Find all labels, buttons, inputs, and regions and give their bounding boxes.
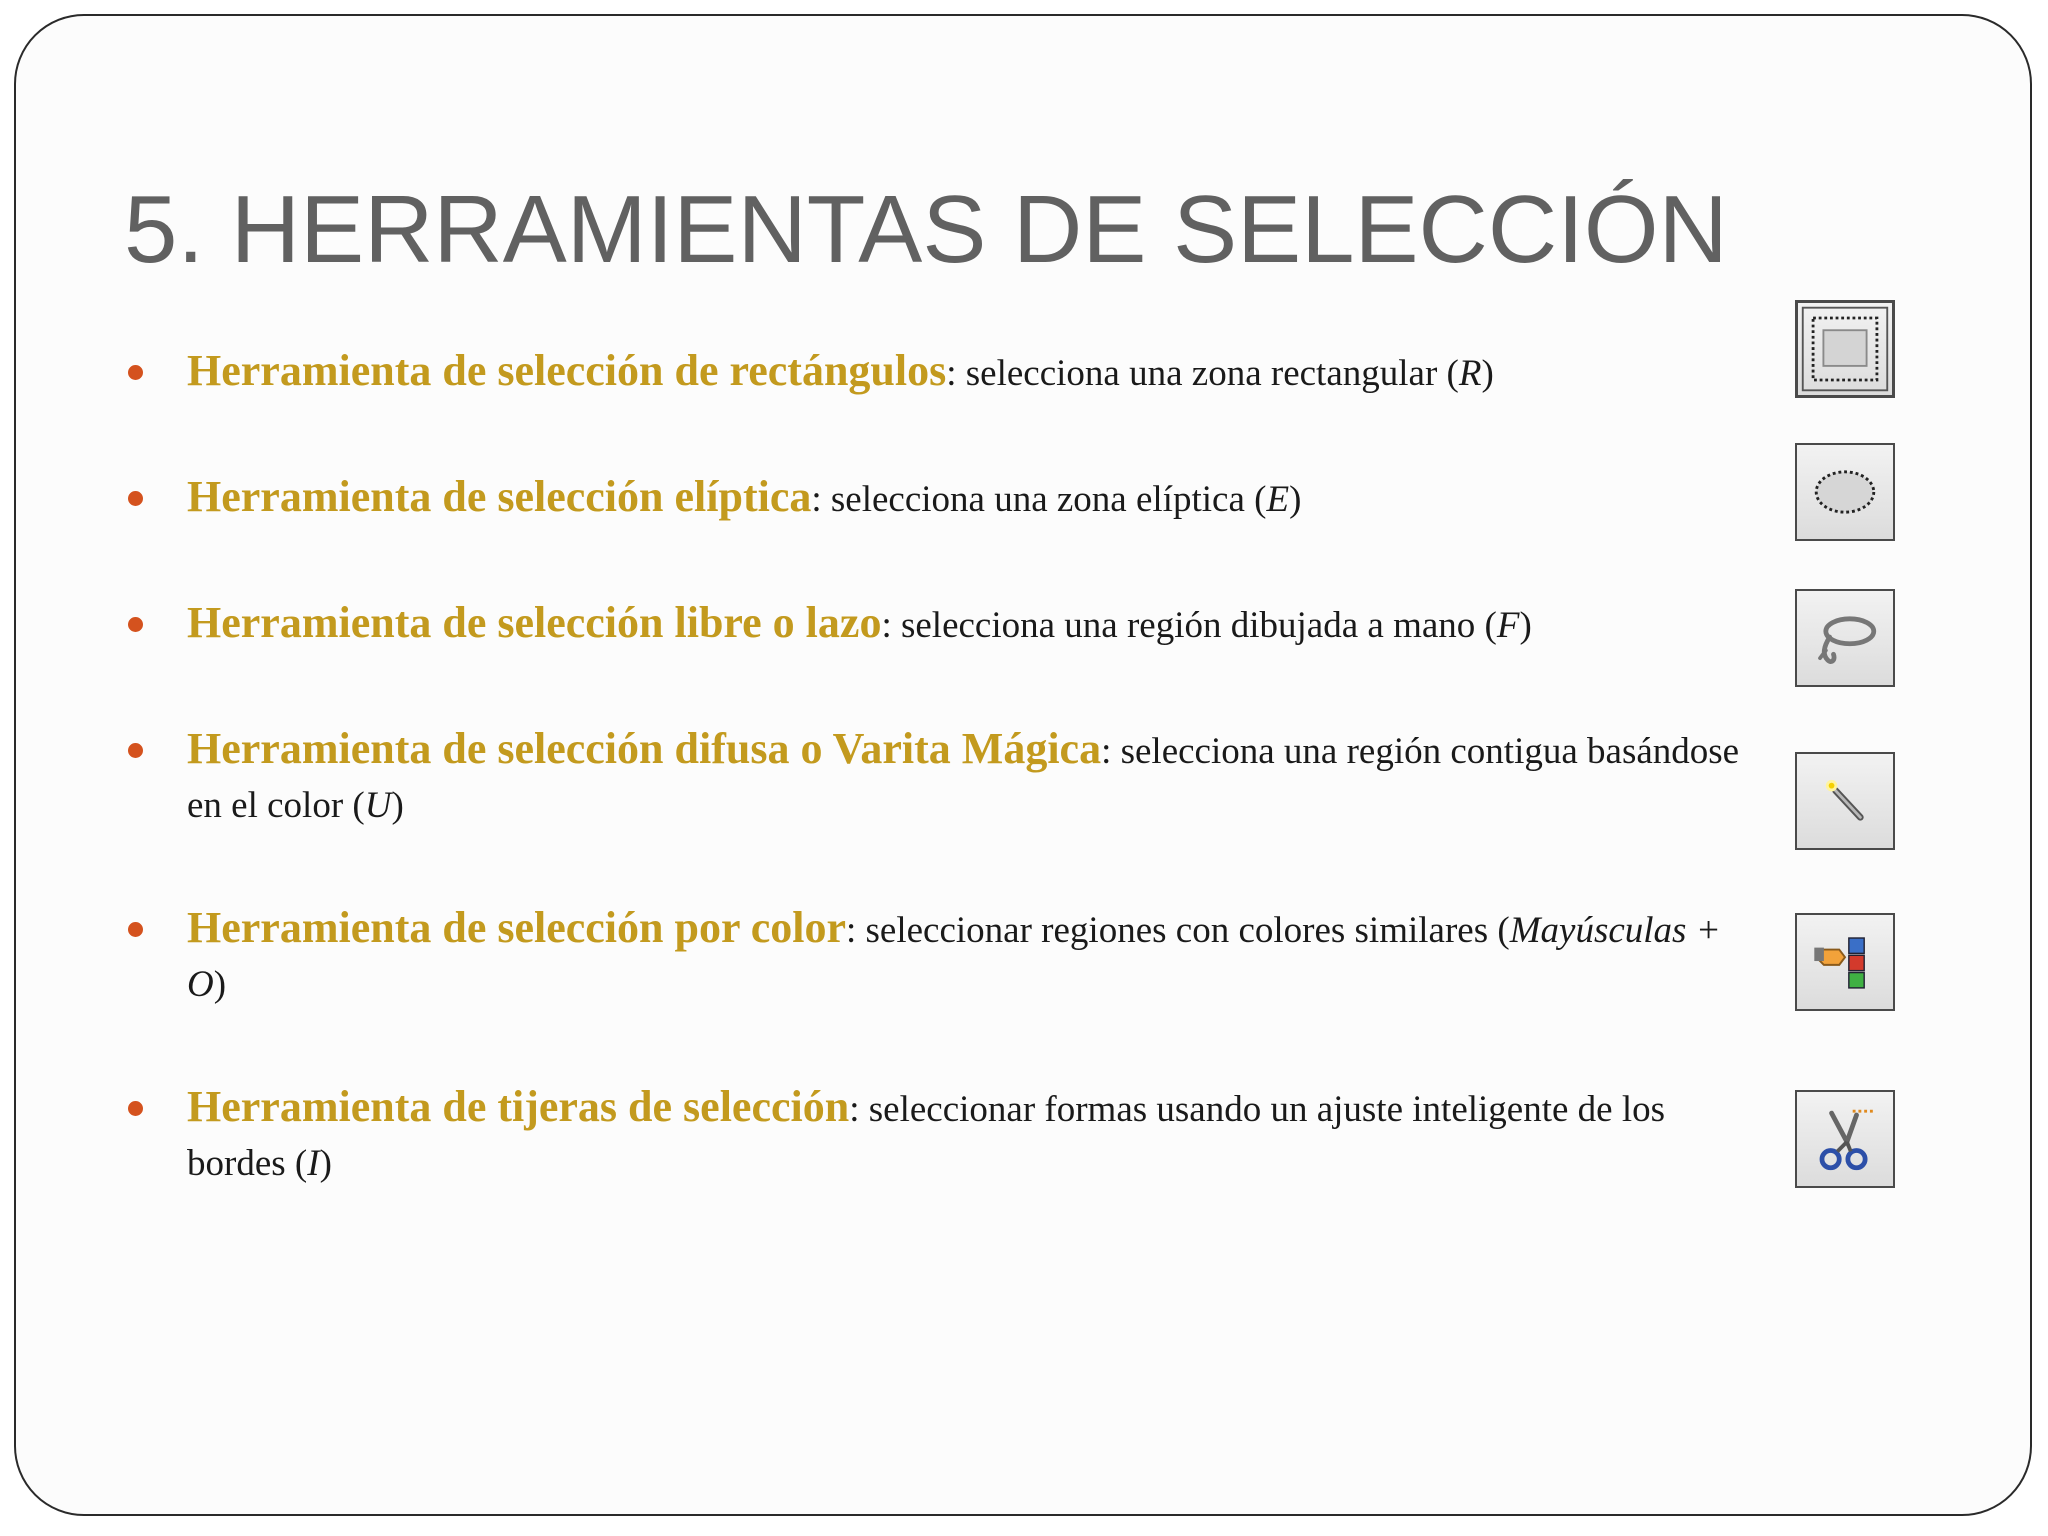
bullet-text <box>187 596 1767 653</box>
tool-name: Herramienta de selección por color <box>187 903 846 952</box>
lasso-select-icon <box>1795 589 1895 687</box>
shortcut-close-paren: ) <box>1481 353 1494 394</box>
ellipse-select-icon <box>1795 443 1895 541</box>
shortcut-open-paren: ( <box>1446 353 1459 394</box>
slide-title: 5. HERRAMIENTAS DE SELECCIÓN <box>124 176 1728 283</box>
separator: : <box>946 353 966 394</box>
magic-wand-icon <box>1795 752 1895 850</box>
bullet-text <box>187 722 1767 833</box>
separator: : <box>1101 731 1121 772</box>
bullet-dot <box>128 617 143 632</box>
tool-description: selecciona una zona rectangular <box>965 353 1447 394</box>
separator: : <box>811 479 831 520</box>
shortcut-key: I <box>307 1143 320 1184</box>
shortcut-key: E <box>1266 479 1290 520</box>
tool-name: Herramienta de selección de rectángulos <box>187 346 947 395</box>
tool-name: Herramienta de selección elíptica <box>187 472 812 521</box>
shortcut-open-paren: ( <box>1254 479 1267 520</box>
shortcut-close-paren: ) <box>1519 605 1532 646</box>
shortcut-key: Mayúsculas + O <box>187 910 1721 1005</box>
shortcut-open-paren: ( <box>294 1143 308 1184</box>
shortcut-key: F <box>1496 605 1520 646</box>
tool-name: Herramienta de tijeras de selección <box>187 1082 850 1131</box>
bullet-dot <box>128 1101 143 1116</box>
bullet-dot <box>128 922 143 937</box>
shortcut-open-paren: ( <box>352 785 365 826</box>
tool-description: selecciona una zona elíptica <box>830 479 1255 520</box>
bullet-dot <box>128 365 143 380</box>
shortcut-close-paren: ) <box>213 964 227 1005</box>
shortcut-key: R <box>1458 353 1482 394</box>
tool-description: selecciona una región dibujada a mano <box>900 605 1485 646</box>
bullet-text <box>187 344 1767 401</box>
bullet-dot <box>128 743 143 758</box>
select-by-color-icon <box>1795 913 1895 1011</box>
shortcut-close-paren: ) <box>319 1143 332 1184</box>
shortcut-key: U <box>364 785 392 826</box>
bullet-text <box>187 1080 1767 1191</box>
tool-description: seleccionar formas usando un ajuste inteligente de los bordes <box>187 1089 1666 1184</box>
bullet-dot <box>128 491 143 506</box>
separator: : <box>881 605 901 646</box>
shortcut-open-paren: ( <box>1484 605 1497 646</box>
separator: : <box>849 1089 869 1130</box>
shortcut-close-paren: ) <box>391 785 404 826</box>
tool-name: Herramienta de selección libre o lazo <box>187 598 882 647</box>
separator: : <box>846 910 866 951</box>
tool-description: seleccionar regiones con colores similares <box>865 910 1498 951</box>
tool-name: Herramienta de selección difusa o Varita Mágica <box>187 724 1102 773</box>
scissors-select-icon <box>1795 1090 1895 1188</box>
tool-description: selecciona una región contigua basándose en el color <box>187 731 1740 826</box>
shortcut-close-paren: ) <box>1289 479 1302 520</box>
bullet-text <box>187 901 1767 1012</box>
shortcut-open-paren: ( <box>1497 910 1510 951</box>
bullet-text <box>187 470 1767 527</box>
rectangle-select-icon <box>1795 300 1895 398</box>
